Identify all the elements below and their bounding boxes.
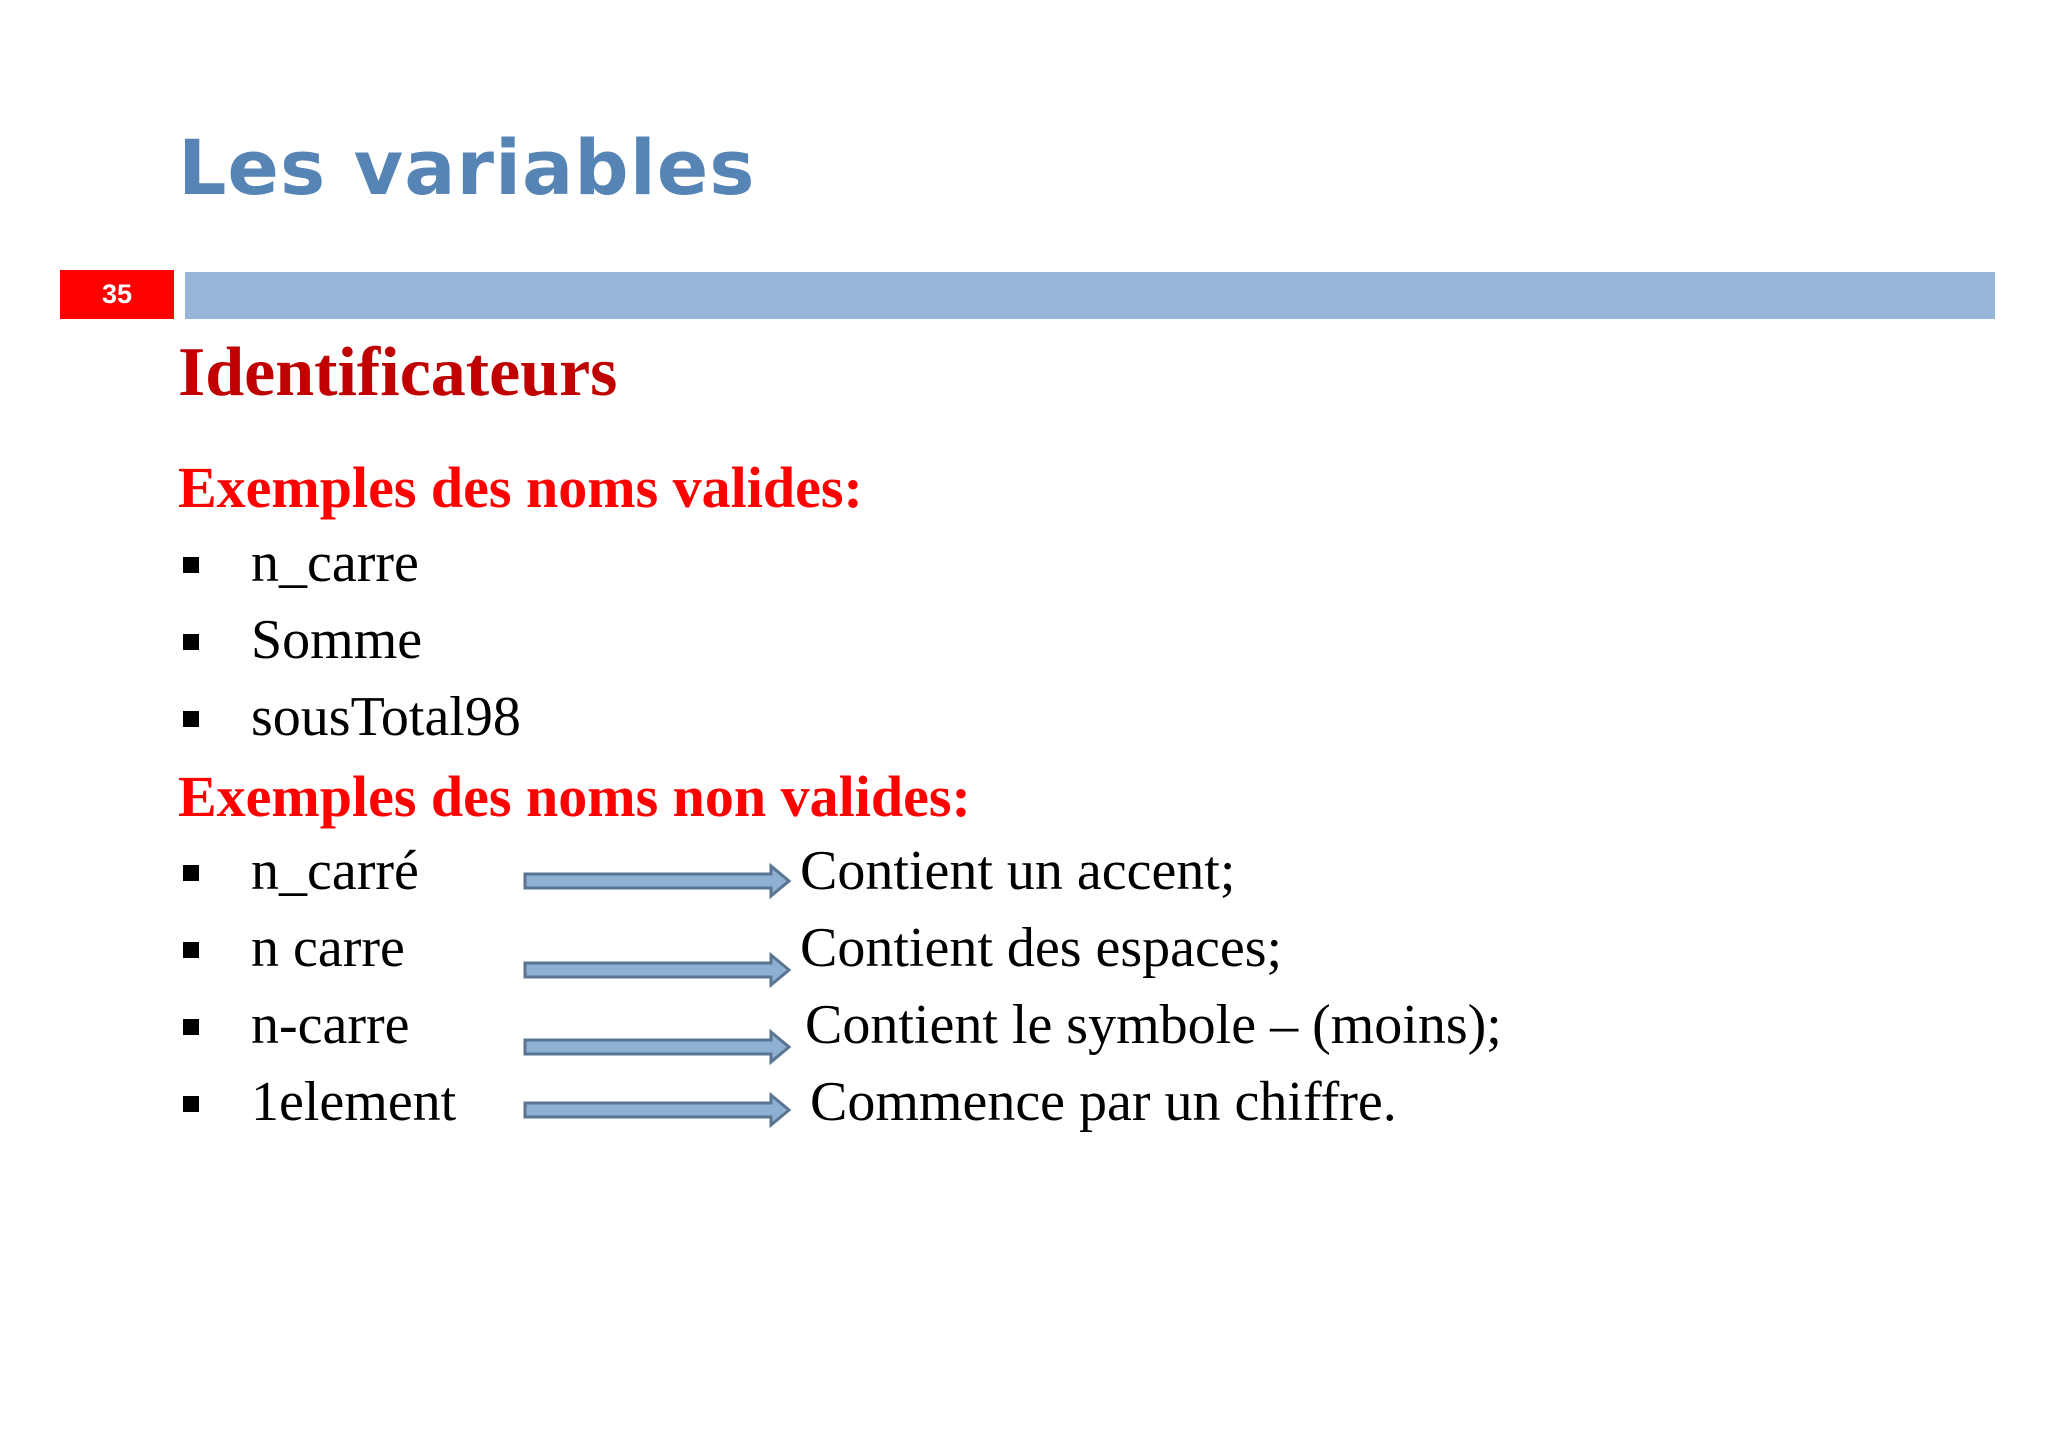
invalid-reason: Contient le symbole – (moins); xyxy=(805,994,1502,1056)
valid-list-item xyxy=(183,609,1883,678)
invalid-name: 1element xyxy=(251,1071,457,1133)
slide-title: Les variables xyxy=(178,123,756,212)
page-number-badge: 35 xyxy=(60,270,174,319)
valid-name: sousTotal98 xyxy=(251,686,521,748)
valid-names-heading: Exemples des noms valides: xyxy=(178,455,863,520)
section-heading: Identificateurs xyxy=(178,334,618,411)
right-arrow-icon xyxy=(523,1092,793,1128)
invalid-list-item xyxy=(183,994,1883,1063)
invalid-reason: Commence par un chiffre. xyxy=(810,1071,1397,1133)
invalid-reason: Contient des espaces; xyxy=(800,917,1283,979)
valid-name: Somme xyxy=(251,609,423,671)
invalid-list-item xyxy=(183,917,1883,986)
right-arrow-icon xyxy=(523,863,793,899)
square-bullet-icon xyxy=(183,711,199,727)
square-bullet-icon xyxy=(183,1019,199,1035)
invalid-reason: Contient un accent; xyxy=(800,840,1236,902)
right-arrow-icon xyxy=(523,952,793,988)
title-underline-bar xyxy=(185,272,1995,319)
invalid-name: n carre xyxy=(251,917,405,979)
invalid-name: n_carré xyxy=(251,840,419,902)
invalid-list-item xyxy=(183,840,1883,909)
right-arrow-icon xyxy=(523,1029,793,1065)
invalid-names-heading: Exemples des noms non valides: xyxy=(178,764,971,829)
invalid-list-item xyxy=(183,1071,1883,1140)
invalid-name: n-carre xyxy=(251,994,410,1056)
valid-name: n_carre xyxy=(251,532,419,594)
square-bullet-icon xyxy=(183,557,199,573)
square-bullet-icon xyxy=(183,942,199,958)
valid-list-item xyxy=(183,532,1883,601)
square-bullet-icon xyxy=(183,865,199,881)
valid-list-item xyxy=(183,686,1883,755)
square-bullet-icon xyxy=(183,634,199,650)
square-bullet-icon xyxy=(183,1096,199,1112)
